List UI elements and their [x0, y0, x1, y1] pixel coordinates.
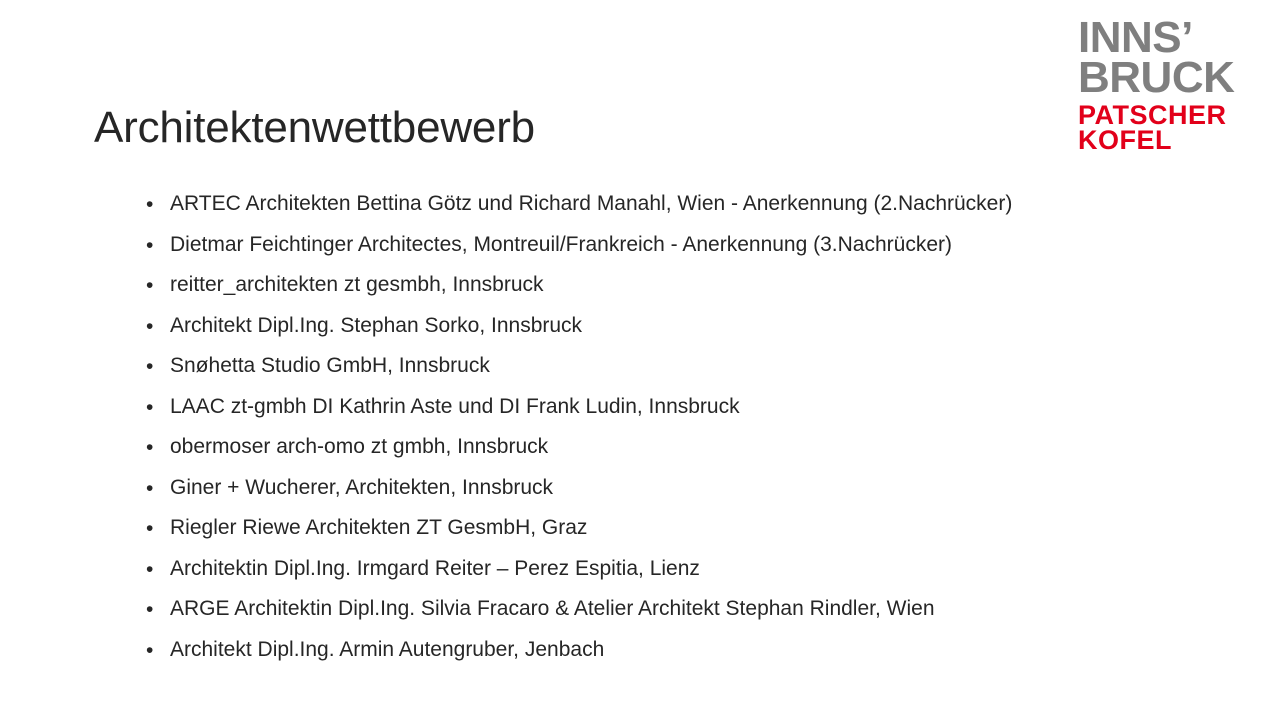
list-item: [140, 355, 1160, 376]
list-item-label: Snøhetta Studio GmbH, Innsbruck: [170, 354, 490, 377]
bullet-icon: •: [146, 274, 154, 297]
logo-line-kofel: KOFEL: [1078, 124, 1172, 155]
list-item: [140, 477, 1160, 498]
list-item-label: Riegler Riewe Architekten ZT GesmbH, Graz: [170, 516, 588, 539]
architect-list: [140, 193, 1160, 679]
list-item-label: Architekt Dipl.Ing. Stephan Sorko, Innsbruck: [170, 313, 583, 337]
list-item: [140, 436, 1160, 457]
list-item: [140, 558, 1160, 579]
bullet-icon: •: [146, 395, 154, 419]
bullet-icon: •: [146, 355, 154, 378]
list-item: [140, 234, 1160, 255]
list-item: [140, 315, 1160, 336]
page-title: Architektenwettbewerb: [94, 103, 535, 153]
logo-line-inns: INNS’: [1078, 13, 1193, 62]
bullet-icon: •: [146, 314, 154, 338]
list-item-label: Giner + Wucherer, Architekten, Innsbruck: [170, 475, 554, 499]
list-item: [140, 517, 1160, 538]
list-item-label: ARTEC Architekten Bettina Götz und Richard Manahl, Wien - Anerkennung (2.Nachrücker): [170, 192, 1013, 215]
bullet-icon: •: [146, 476, 154, 500]
list-item-label: reitter_architekten zt gesmbh, Innsbruck: [170, 273, 544, 296]
bullet-icon: •: [146, 193, 154, 216]
logo-line-bruck: BRUCK: [1078, 53, 1235, 103]
list-item: [140, 598, 1160, 619]
list-item-label: Architekt Dipl.Ing. Armin Autengruber, Jenbach: [170, 637, 605, 661]
bullet-icon: •: [146, 517, 154, 540]
bullet-icon: •: [146, 436, 154, 459]
list-item: [140, 274, 1160, 295]
list-item: [140, 193, 1160, 214]
list-item: [140, 396, 1160, 417]
list-item-label: obermoser arch-omo zt gmbh, Innsbruck: [170, 435, 549, 458]
list-item-label: Architektin Dipl.Ing. Irmgard Reiter – Perez Espitia, Lienz: [170, 556, 700, 580]
bullet-icon: •: [146, 638, 154, 662]
list-item-label: Dietmar Feichtinger Architectes, Montreuil/Frankreich - Anerkennung (3.Nachrücker): [170, 232, 952, 256]
bullet-icon: •: [146, 557, 154, 581]
logo-line-patscher: PATSCHER: [1078, 99, 1227, 130]
list-item: [140, 639, 1160, 660]
list-item-label: LAAC zt-gmbh DI Kathrin Aste und DI Frank Ludin, Innsbruck: [170, 394, 740, 418]
list-item-label: ARGE Architektin Dipl.Ing. Silvia Fracaro & Atelier Architekt Stephan Rindler, Wien: [170, 597, 935, 620]
bullet-icon: •: [146, 233, 154, 257]
innsbruck-patscherkofel-logo: [1078, 13, 1258, 155]
bullet-icon: •: [146, 598, 154, 621]
